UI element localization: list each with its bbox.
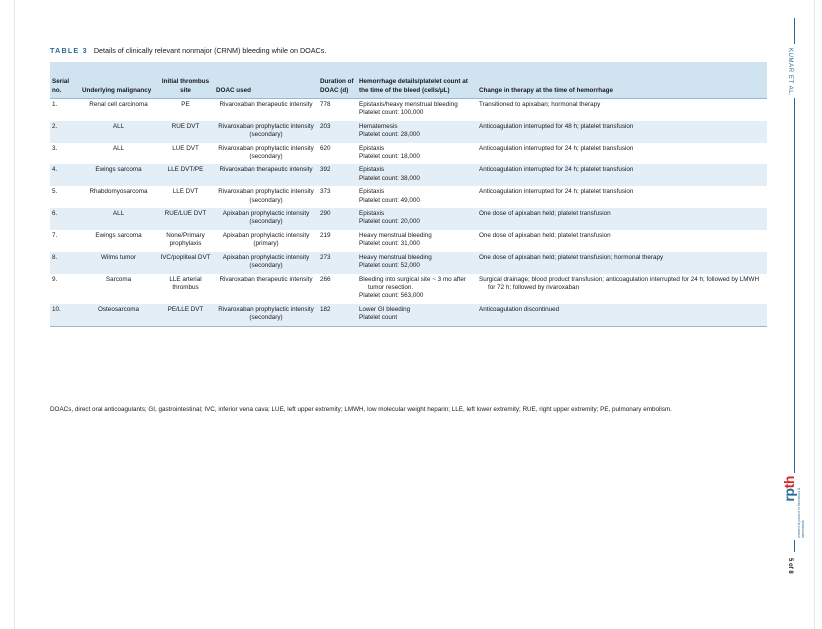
cell-duration: 290 <box>318 208 357 230</box>
change-in-therapy-text: Transitioned to apixaban; hormonal therapy <box>479 101 601 108</box>
cell-change-in-therapy <box>477 252 767 274</box>
table-row <box>50 252 767 274</box>
platelet-count: Platelet count <box>359 314 398 322</box>
change-in-therapy-text: Anticoagulation interrupted for 24 h; platelet transfusion <box>479 166 634 174</box>
cell-duration: 203 <box>318 121 357 143</box>
change-in-therapy-text: Anticoagulation interrupted for 24 h; platelet transfusion <box>479 188 634 196</box>
rpth-journal-logo <box>782 476 806 538</box>
table-row <box>50 186 767 208</box>
cell-thrombus-site: RUE/LUE DVT <box>157 208 214 230</box>
cell-change-in-therapy <box>477 230 767 252</box>
cell-hemorrhage <box>357 208 477 230</box>
cell-thrombus-site: PE <box>157 99 214 121</box>
cell-doac: Apixaban prophylactic intensity (secondary) <box>214 252 318 274</box>
cell-serial: 3. <box>50 143 80 165</box>
page-number: 5 of 8 <box>787 558 793 574</box>
hemorrhage-details: Epistaxis <box>359 210 385 218</box>
table-row <box>50 99 767 121</box>
margin-rule-bottom <box>794 540 795 552</box>
cell-thrombus-site: LUE DVT <box>157 143 214 165</box>
cell-doac: Rivaroxaban therapeutic intensity <box>214 274 318 304</box>
cell-malignancy: ALL <box>80 121 157 143</box>
hemorrhage-details: Hematemesis <box>359 122 398 130</box>
cell-thrombus-site: IVC/popliteal DVT <box>157 252 214 274</box>
logo-accent: th <box>781 476 797 489</box>
platelet-count: Platelet count: 38,000 <box>359 174 420 182</box>
cell-thrombus-site: LLE arterial thrombus <box>157 274 214 304</box>
platelet-count: Platelet count: 563,000 <box>359 292 424 300</box>
platelet-count: Platelet count: 20,000 <box>359 218 420 226</box>
hemorrhage-details: Lower GI bleeding <box>359 305 411 313</box>
cell-serial: 8. <box>50 252 80 274</box>
cell-change-in-therapy <box>477 186 767 208</box>
cell-thrombus-site: LLE DVT/PE <box>157 164 214 186</box>
cell-serial: 4. <box>50 164 80 186</box>
cell-duration: 182 <box>318 304 357 326</box>
cell-serial: 2. <box>50 121 80 143</box>
hemorrhage-details: Bleeding into surgical site ~ 3 mo after tumor resection. <box>359 275 466 291</box>
cell-hemorrhage <box>357 274 477 304</box>
cell-doac: Rivaroxaban prophylactic intensity (secondary) <box>214 143 318 165</box>
cell-thrombus-site: LLE DVT <box>157 186 214 208</box>
cell-malignancy: Renal cell carcinoma <box>80 99 157 121</box>
cell-hemorrhage <box>357 230 477 252</box>
cell-duration: 266 <box>318 274 357 304</box>
cell-serial: 6. <box>50 208 80 230</box>
header-serial: Serial no. <box>50 62 80 99</box>
cell-change-in-therapy <box>477 208 767 230</box>
cell-change-in-therapy <box>477 121 767 143</box>
logo-prefix: rp <box>781 488 797 502</box>
cell-serial: 1. <box>50 99 80 121</box>
cell-serial: 7. <box>50 230 80 252</box>
cell-malignancy: Wilms tumor <box>80 252 157 274</box>
cell-thrombus-site: RUE DVT <box>157 121 214 143</box>
platelet-count: Platelet count: 100,000 <box>359 109 424 117</box>
header-hemorrhage: Hemorrhage details/platelet count at the time of the bleed (cells/μL) <box>357 62 477 99</box>
cell-change-in-therapy <box>477 274 767 304</box>
header-change: Change in therapy at the time of hemorrhage <box>477 62 767 99</box>
table-caption-text: Details of clinically relevant nonmajor (CRNM) bleeding while on DOACs. <box>93 46 327 55</box>
cell-doac: Apixaban prophylactic intensity (secondary) <box>214 208 318 230</box>
cell-change-in-therapy <box>477 304 767 326</box>
cell-change-in-therapy <box>477 99 767 121</box>
cell-malignancy: ALL <box>80 208 157 230</box>
table-row <box>50 143 767 165</box>
cell-hemorrhage <box>357 121 477 143</box>
table-row <box>50 304 767 326</box>
cell-hemorrhage <box>357 143 477 165</box>
cell-doac: Rivaroxaban prophylactic intensity (secondary) <box>214 121 318 143</box>
header-thrombus-site: Initial thrombus site <box>157 62 214 99</box>
cell-hemorrhage <box>357 164 477 186</box>
cell-serial: 10. <box>50 304 80 326</box>
hemorrhage-details: Heavy menstrual bleeding <box>359 253 432 261</box>
cell-duration: 620 <box>318 143 357 165</box>
cell-duration: 778 <box>318 99 357 121</box>
cell-thrombus-site: None/Primary prophylaxis <box>157 230 214 252</box>
cell-duration: 273 <box>318 252 357 274</box>
cell-hemorrhage <box>357 186 477 208</box>
platelet-count: Platelet count: 49,000 <box>359 196 420 204</box>
cell-change-in-therapy <box>477 164 767 186</box>
change-in-therapy-text: One dose of apixaban held; platelet transfusion; hormonal therapy <box>479 253 664 261</box>
cell-malignancy: Osteosarcoma <box>80 304 157 326</box>
platelet-count: Platelet count: 18,000 <box>359 153 420 161</box>
table-body <box>50 99 767 327</box>
cell-hemorrhage <box>357 252 477 274</box>
cell-hemorrhage <box>357 304 477 326</box>
table-row <box>50 121 767 143</box>
logo-tagline: research & practice in thrombosis & haemostasis <box>797 487 805 538</box>
cell-doac: Rivaroxaban therapeutic intensity <box>214 164 318 186</box>
cell-malignancy: Rhabdomyosarcoma <box>80 186 157 208</box>
cell-malignancy: Ewings sarcoma <box>80 230 157 252</box>
hemorrhage-details: Epistaxis <box>359 144 385 152</box>
table-header-row <box>50 62 767 99</box>
cell-doac: Rivaroxaban prophylactic intensity (secondary) <box>214 186 318 208</box>
margin-rule <box>794 98 795 473</box>
cell-doac: Rivaroxaban therapeutic intensity <box>214 99 318 121</box>
hemorrhage-details: Epistaxis/heavy menstrual bleeding <box>359 101 458 108</box>
platelet-count: Platelet count: 31,000 <box>359 240 420 248</box>
table-caption <box>50 46 326 56</box>
hemorrhage-details: Epistaxis <box>359 188 385 196</box>
platelet-count: Platelet count: 52,000 <box>359 262 420 270</box>
cell-doac: Apixaban prophylactic intensity (primary) <box>214 230 318 252</box>
table-row <box>50 208 767 230</box>
cell-hemorrhage <box>357 99 477 121</box>
table-label: TABLE 3 <box>50 46 88 55</box>
table-row <box>50 230 767 252</box>
change-in-therapy-text: Surgical drainage; blood product transfusion; anticoagulation interrupted for 24 h; followed by LMWH for 72 h; followed by rivaroxaban <box>479 275 760 291</box>
hemorrhage-details: Epistaxis <box>359 166 385 174</box>
cell-duration: 392 <box>318 164 357 186</box>
crnm-bleeding-table <box>50 62 767 327</box>
change-in-therapy-text: Anticoagulation interrupted for 48 h; platelet transfusion <box>479 122 634 130</box>
change-in-therapy-text: One dose of apixaban held; platelet transfusion <box>479 231 611 239</box>
cell-duration: 373 <box>318 186 357 208</box>
cell-malignancy: Ewings sarcoma <box>80 164 157 186</box>
hemorrhage-details: Heavy menstrual bleeding <box>359 231 432 239</box>
table-row <box>50 274 767 304</box>
table-footnote: DOACs, direct oral anticoagulants; GI, gastrointestinal; IVC, inferior vena cava; LUE, left upper extremity; LMWH, low molecular weight heparin; LLE, left lower extremity; RUE, right upper extremity; PE, pulmonary embolism. <box>50 406 672 413</box>
cell-serial: 9. <box>50 274 80 304</box>
margin-rule-top <box>794 18 795 44</box>
cell-serial: 5. <box>50 186 80 208</box>
table-row <box>50 164 767 186</box>
cell-malignancy: ALL <box>80 143 157 165</box>
platelet-count: Platelet count: 28,000 <box>359 131 420 139</box>
header-malignancy: Underlying malignancy <box>80 62 157 99</box>
change-in-therapy-text: Anticoagulation discontinued <box>479 305 560 313</box>
cell-change-in-therapy <box>477 143 767 165</box>
header-duration: Duration of DOAC (d) <box>318 62 357 99</box>
cell-thrombus-site: PE/LLE DVT <box>157 304 214 326</box>
logo-wordmark <box>782 476 797 502</box>
header-doac: DOAC used <box>214 62 318 99</box>
cell-duration: 219 <box>318 230 357 252</box>
cell-doac: Rivaroxaban prophylactic intensity (secondary) <box>214 304 318 326</box>
cell-malignancy: Sarcoma <box>80 274 157 304</box>
running-head-author: KUMAR ET AL. <box>787 48 793 97</box>
change-in-therapy-text: Anticoagulation interrupted for 24 h; platelet transfusion <box>479 144 634 152</box>
change-in-therapy-text: One dose of apixaban held; platelet transfusion <box>479 210 611 218</box>
